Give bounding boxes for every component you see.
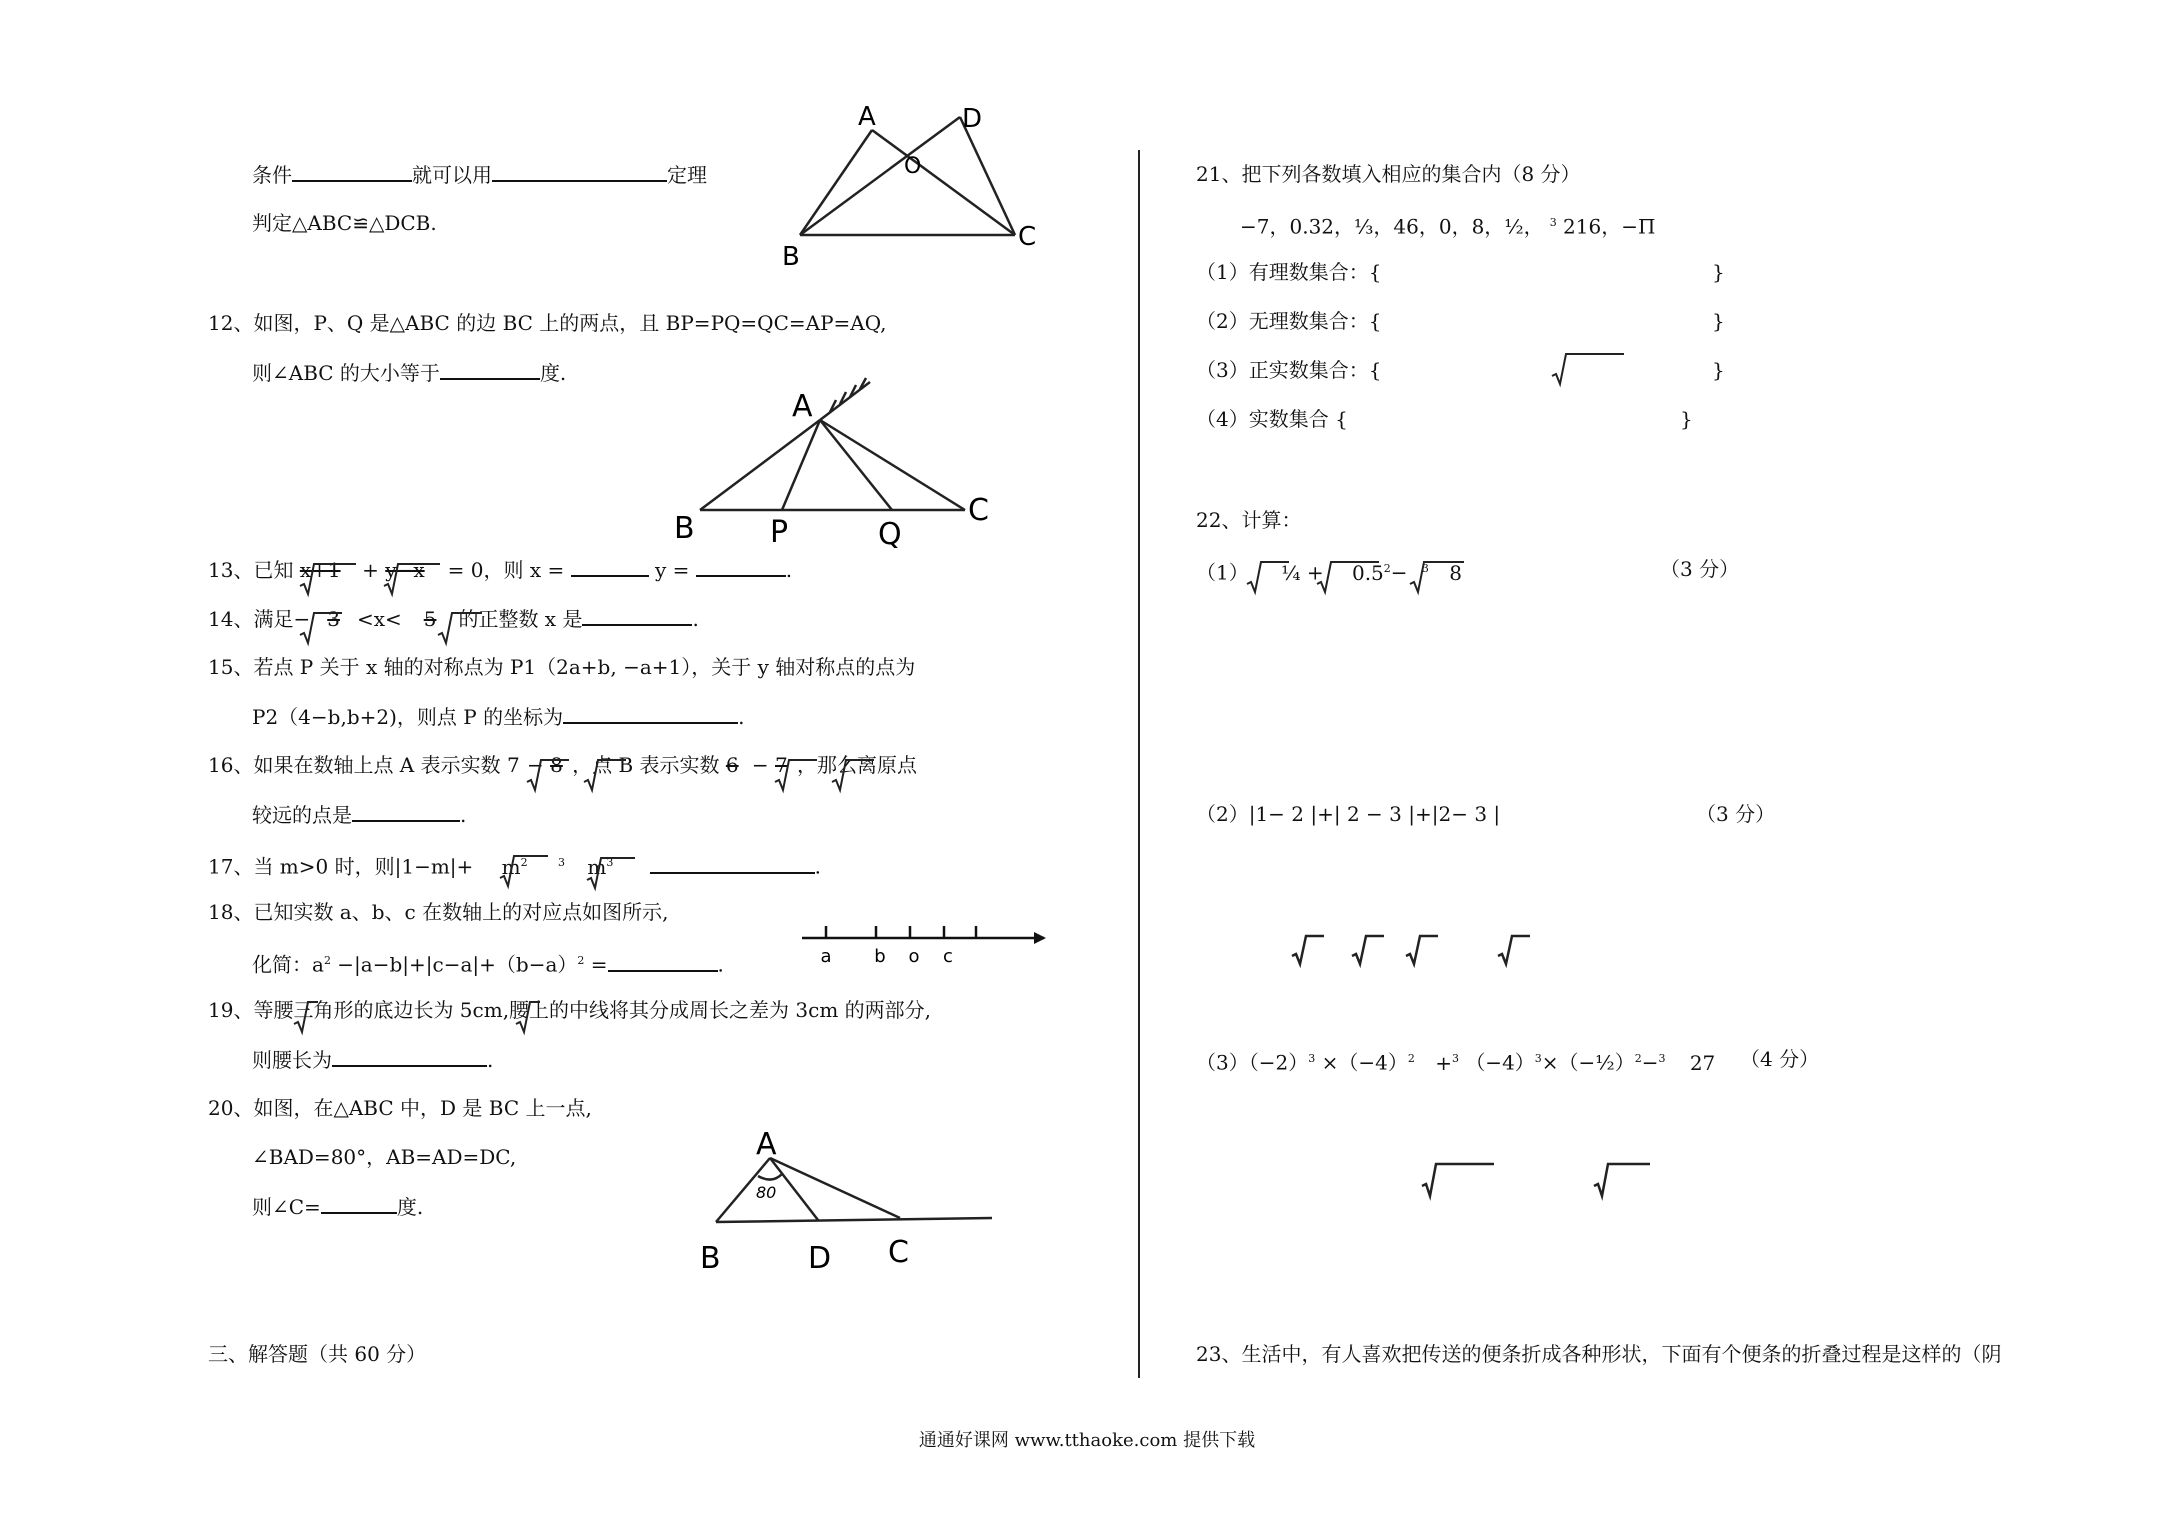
label-Q: Q [878,517,902,552]
label-D: D [808,1241,832,1276]
set-real: （4）实数集合 { [1196,407,1348,431]
radical-sign-icon [298,607,358,647]
q18-line1: 18、已知实数 a、b、c 在数轴上的对应点如图所示, [208,900,669,924]
label-B: B [700,1241,721,1276]
radical-sign-icon [1350,932,1390,972]
answer-blank-x[interactable] [571,557,649,577]
answer-blank[interactable] [582,606,692,626]
q14: 14、满足− 3 <x< 5 的正整数 x 是 . [208,607,699,631]
q11-line2: 判定△ABC≌△DCB. [252,211,437,235]
label-C: C [1018,222,1037,252]
angle-label: 80 [756,1183,777,1202]
q22-part1: （1） ¼ + $0.5^2- ^3$ 8 [1196,560,1462,585]
answer-blank[interactable] [650,854,815,874]
radical-sign-icon [298,558,358,598]
answer-blank[interactable] [492,162,667,182]
q18-line2: 化简：$a^2 -|a-b|+|c-a|+(b-a)^2$ = . [252,952,724,977]
label-A: A [792,389,813,424]
q22-part2: （2）|1− 2 |+| 2 − 3 |+|2− 3 | [1196,802,1501,826]
label-D: D [962,104,983,134]
radical-sign-icon [1408,556,1468,596]
radical-sign-icon [436,607,496,647]
label-C: C [888,1235,909,1270]
section-3-heading: 三、解答题（共 60 分） [208,1342,427,1366]
q22-heading: 22、计算： [1196,508,1302,532]
q12-line1: 12、如图，P、Q 是△ABC 的边 BC 上的两点，且 BP=PQ=QC=AP=AQ, [208,311,887,335]
radical-sign-icon [1420,1160,1500,1204]
q20-line1: 20、如图，在△ABC 中，D 是 BC 上一点, [208,1096,592,1120]
q13: 13、已知 x+1 + y−x = 0，则 x = y = . [208,558,793,582]
label-B: B [674,511,695,546]
q16-line2: 较远的点是 . [252,803,467,827]
q19-line2: 则腰长为 . [252,1048,494,1072]
label-A: A [756,1127,777,1162]
q15-line2: P2（4−b,b+2)，则点 P 的坐标为 . [252,705,745,729]
radical-sign-icon [830,754,880,794]
label-C: C [968,493,989,528]
radical-sign-icon [292,996,332,1036]
figure-q20-triangle [690,1110,1010,1280]
label-b: b [874,946,886,967]
answer-blank[interactable] [563,704,738,724]
answer-blank[interactable] [352,802,460,822]
set-positive-real: （3）正实数集合：{ [1196,358,1382,382]
set-irrational: （2）无理数集合：{ [1196,309,1382,333]
radical-sign-icon [1290,932,1330,972]
label-B: B [782,242,800,272]
radical-sign-icon [1245,556,1295,596]
label-P: P [770,515,789,550]
q22-part1-score: （3 分） [1660,557,1740,581]
label-a: a [820,946,832,967]
set-rational: （1）有理数集合：{ [1196,260,1382,284]
label-A: A [858,102,876,132]
q22-part3: $(3)(-2)^3 \times(-4)^2 +^3$ $(-4)^3\times(-\frac{1}{2})^2-^3$ 27 [1196,1050,1716,1075]
radical-sign-icon [585,852,645,892]
set-irrational-close: } [1712,309,1725,333]
answer-blank[interactable] [608,952,718,972]
q22-part2-score: （3 分） [1696,802,1776,826]
label-O: O [904,154,922,179]
radical-sign-icon [382,558,442,598]
radical-sign-icon [582,754,632,794]
set-real-close: } [1680,407,1693,431]
label-c: c [943,946,953,967]
radical-sign-icon [1404,932,1444,972]
radical-sign-icon [525,754,575,794]
radical-sign-icon [1496,932,1536,972]
q16-line1: 16、如果在数轴上点 A 表示实数 7 − 8 ，点 B 表示实数 6 − 7 ，那么离原点 [208,753,917,777]
label-o: o [908,946,920,967]
answer-blank[interactable] [440,360,540,380]
figure-q12-triangle [670,370,1010,550]
answer-blank[interactable] [321,1194,397,1214]
radical-sign-icon [1592,1160,1662,1204]
radical-sign-icon [773,754,823,794]
column-divider [1138,150,1140,1378]
q21-heading: 21、把下列各数填入相应的集合内（8 分） [1196,162,1581,186]
radical-sign-icon [514,996,554,1036]
set-rational-close: } [1712,260,1725,284]
answer-blank-y[interactable] [696,557,786,577]
q20-line3: 则∠C= 度. [252,1195,424,1219]
radical-sign-icon [498,850,558,890]
radical-sign-icon [1315,556,1385,596]
q15-line1: 15、若点 P 关于 x 轴的对称点为 P1（2a+b, −a+1），关于 y 轴对称点的点为 [208,655,916,679]
page-footer: 通通好课网 www.tthaoke.com 提供下载 [918,1430,1256,1451]
q11-line1: 条件 就可以用 定理 [252,163,707,187]
radical-sign-icon [1550,348,1630,388]
q21-numbers: −7，0.32，⅓，46，0，8，½， $^3$ 216，−Π [1240,214,1656,239]
q17: 17、当 m>0 时，则$|1-m|+ m^2$ $^3$ $m^3$ . [208,854,822,879]
q12-line2: 则∠ABC 的大小等于 度. [252,361,567,385]
answer-blank[interactable] [332,1047,487,1067]
q19-line1: 19、等腰三角形的底边长为 5cm,腰上的中线将其分成周长之差为 3cm 的两部分, [208,998,932,1022]
figure-q11-triangles [780,95,1060,275]
set-positive-real-close: } [1712,358,1725,382]
answer-blank[interactable] [292,162,412,182]
figure-q18-number-line [800,920,1060,970]
q20-line2: ∠BAD=80°，AB=AD=DC, [252,1145,517,1169]
q22-part3-score: （4 分） [1740,1047,1820,1071]
q23-text: 23、生活中，有人喜欢把传送的便条折成各种形状，下面有个便条的折叠过程是这样的（阴 [1196,1342,2002,1366]
